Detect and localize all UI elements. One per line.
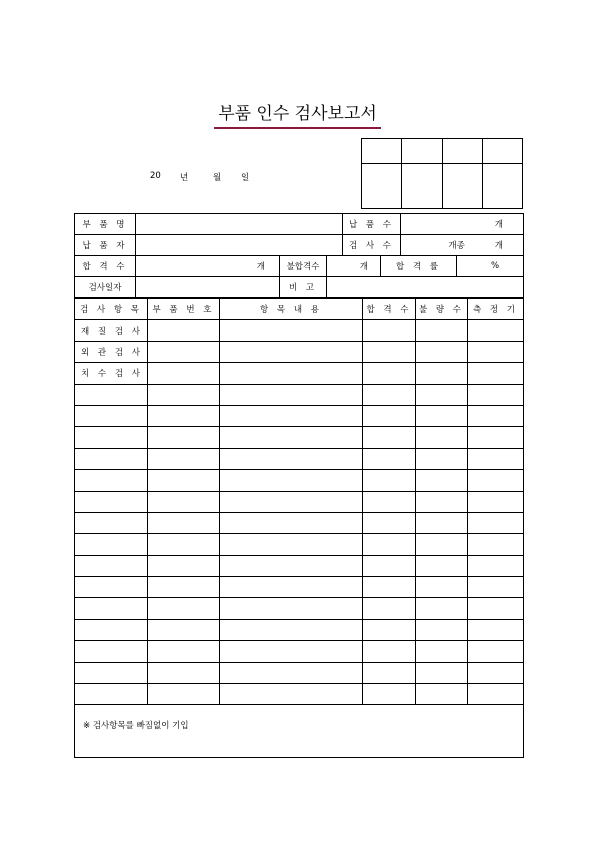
part-name-value[interactable] xyxy=(136,214,343,235)
table-cell[interactable] xyxy=(75,619,148,640)
col-header-pass: 합 격 수 xyxy=(363,299,416,320)
table-cell[interactable] xyxy=(220,619,363,640)
table-cell[interactable] xyxy=(148,384,220,405)
category-appearance: 외 관 검 사 xyxy=(75,341,148,362)
table-cell[interactable] xyxy=(148,662,220,683)
table-cell[interactable] xyxy=(220,448,363,469)
table-row xyxy=(75,448,524,469)
table-cell[interactable] xyxy=(75,470,148,491)
table-cell[interactable] xyxy=(75,534,148,555)
table-row xyxy=(75,662,524,683)
table-cell[interactable] xyxy=(75,512,148,533)
fail-qty-label: 불합격수 xyxy=(280,256,327,277)
table-cell[interactable] xyxy=(75,555,148,576)
table-cell[interactable] xyxy=(75,577,148,598)
unit-count-text: 개 xyxy=(494,241,504,251)
table-cell[interactable] xyxy=(416,619,468,640)
table-cell[interactable] xyxy=(220,684,363,705)
inspection-date-value[interactable] xyxy=(136,277,280,298)
table-cell[interactable] xyxy=(363,341,416,362)
date-year-label: 년 xyxy=(180,173,189,183)
approval-sign-cell[interactable] xyxy=(402,164,442,209)
unit-count-text: 개 xyxy=(359,262,368,272)
table-cell[interactable] xyxy=(148,448,220,469)
table-cell[interactable] xyxy=(468,577,524,598)
approval-box xyxy=(361,138,523,209)
unit-count-text: 개 xyxy=(494,220,504,230)
table-cell[interactable] xyxy=(468,405,524,426)
table-cell[interactable] xyxy=(220,662,363,683)
table-row xyxy=(75,341,524,362)
table-row xyxy=(75,363,524,384)
pass-qty-label: 합 격 수 xyxy=(75,256,136,277)
col-header-defect: 불 량 수 xyxy=(416,299,468,320)
table-cell[interactable] xyxy=(363,405,416,426)
table-cell[interactable] xyxy=(416,427,468,448)
table-cell[interactable] xyxy=(416,363,468,384)
table-cell[interactable] xyxy=(75,684,148,705)
table-cell[interactable] xyxy=(75,384,148,405)
inspection-qty-label: 검 사 수 xyxy=(343,235,401,256)
approval-header-cell[interactable] xyxy=(362,139,402,164)
table-cell[interactable] xyxy=(416,555,468,576)
table-cell[interactable] xyxy=(363,577,416,598)
table-cell[interactable] xyxy=(363,363,416,384)
delivery-qty-value[interactable] xyxy=(401,214,524,235)
table-cell[interactable] xyxy=(220,427,363,448)
col-header-instrument: 측 정 기 xyxy=(468,299,524,320)
part-info-table xyxy=(74,213,524,298)
table-cell[interactable] xyxy=(363,320,416,341)
table-cell[interactable] xyxy=(416,598,468,619)
table-cell[interactable] xyxy=(363,534,416,555)
table-cell[interactable] xyxy=(220,384,363,405)
table-cell[interactable] xyxy=(148,641,220,662)
table-cell[interactable] xyxy=(416,470,468,491)
table-cell[interactable] xyxy=(416,534,468,555)
table-cell[interactable] xyxy=(220,641,363,662)
table-row xyxy=(75,619,524,640)
table-cell[interactable] xyxy=(148,405,220,426)
table-cell[interactable] xyxy=(363,619,416,640)
supplier-label: 납 품 자 xyxy=(75,235,136,256)
table-cell[interactable] xyxy=(468,363,524,384)
blank-rows xyxy=(75,384,524,705)
date-year-prefix: 20 xyxy=(150,171,161,181)
table-cell[interactable] xyxy=(148,363,220,384)
table-cell[interactable] xyxy=(468,427,524,448)
table-row xyxy=(75,577,524,598)
table-cell[interactable] xyxy=(363,684,416,705)
table-cell[interactable] xyxy=(363,598,416,619)
table-cell[interactable] xyxy=(363,384,416,405)
table-cell[interactable] xyxy=(148,427,220,448)
inspection-header-row xyxy=(75,299,524,320)
table-cell[interactable] xyxy=(468,555,524,576)
inspection-date-label: 검사일자 xyxy=(75,277,136,298)
date-day-label: 일 xyxy=(241,173,250,183)
note-text: ※ 검사항목를 빠짐없이 기입 xyxy=(75,705,524,758)
table-row xyxy=(75,598,524,619)
unit-kind-text: 개종 xyxy=(448,241,465,251)
table-cell[interactable] xyxy=(75,598,148,619)
inspection-qty-value[interactable] xyxy=(401,235,524,256)
table-cell[interactable] xyxy=(75,405,148,426)
table-cell[interactable] xyxy=(416,662,468,683)
col-header-content: 항 목 내 용 xyxy=(220,299,363,320)
table-cell[interactable] xyxy=(416,405,468,426)
table-cell[interactable] xyxy=(148,684,220,705)
date-month-label: 월 xyxy=(213,173,222,183)
approval-sign-cell[interactable] xyxy=(362,164,402,209)
table-cell[interactable] xyxy=(148,555,220,576)
table-cell[interactable] xyxy=(363,512,416,533)
approval-header-cell[interactable] xyxy=(442,139,482,164)
table-cell[interactable] xyxy=(148,619,220,640)
table-cell[interactable] xyxy=(148,534,220,555)
table-cell[interactable] xyxy=(148,320,220,341)
fail-qty-value[interactable] xyxy=(327,256,381,277)
table-cell[interactable] xyxy=(363,641,416,662)
table-cell[interactable] xyxy=(220,341,363,362)
table-cell[interactable] xyxy=(468,341,524,362)
table-cell[interactable] xyxy=(148,512,220,533)
table-row xyxy=(75,684,524,705)
table-cell[interactable] xyxy=(363,470,416,491)
table-cell[interactable] xyxy=(416,448,468,469)
table-row xyxy=(75,555,524,576)
table-cell[interactable] xyxy=(75,448,148,469)
table-cell[interactable] xyxy=(75,491,148,512)
table-cell[interactable] xyxy=(416,491,468,512)
table-row xyxy=(75,405,524,426)
table-row xyxy=(75,384,524,405)
table-cell[interactable] xyxy=(468,534,524,555)
table-cell[interactable] xyxy=(220,577,363,598)
inspection-table xyxy=(74,298,524,758)
table-cell[interactable] xyxy=(363,555,416,576)
table-cell[interactable] xyxy=(363,448,416,469)
table-cell[interactable] xyxy=(220,534,363,555)
note-row xyxy=(75,705,524,758)
table-cell[interactable] xyxy=(416,577,468,598)
col-header-item: 검 사 항 목 xyxy=(75,299,148,320)
table-cell[interactable] xyxy=(468,320,524,341)
table-cell[interactable] xyxy=(75,662,148,683)
pass-rate-value[interactable] xyxy=(457,256,524,277)
table-cell[interactable] xyxy=(416,684,468,705)
table-cell[interactable] xyxy=(75,641,148,662)
part-name-label: 부 품 명 xyxy=(75,214,136,235)
delivery-qty-label: 납 품 수 xyxy=(343,214,401,235)
table-cell[interactable] xyxy=(468,619,524,640)
table-row xyxy=(75,512,524,533)
table-cell[interactable] xyxy=(468,491,524,512)
pass-rate-label: 합 격 률 xyxy=(381,256,457,277)
table-cell[interactable] xyxy=(220,491,363,512)
table-cell[interactable] xyxy=(363,662,416,683)
table-cell[interactable] xyxy=(363,491,416,512)
table-row xyxy=(75,534,524,555)
approval-header-cell[interactable] xyxy=(402,139,442,164)
table-row xyxy=(75,491,524,512)
table-cell[interactable] xyxy=(416,512,468,533)
table-cell[interactable] xyxy=(416,320,468,341)
category-dimension: 치 수 검 사 xyxy=(75,363,148,384)
table-cell[interactable] xyxy=(220,598,363,619)
table-cell[interactable] xyxy=(468,598,524,619)
unit-count-text: 개 xyxy=(256,262,265,272)
pass-qty-value[interactable] xyxy=(136,256,280,277)
percent-text: % xyxy=(490,261,500,271)
supplier-value[interactable] xyxy=(136,235,343,256)
table-cell[interactable] xyxy=(416,641,468,662)
table-row xyxy=(75,470,524,491)
table-cell[interactable] xyxy=(468,512,524,533)
remarks-label: 비 고 xyxy=(280,277,327,298)
table-cell[interactable] xyxy=(416,384,468,405)
approval-header-cell[interactable] xyxy=(482,139,522,164)
table-cell[interactable] xyxy=(148,598,220,619)
table-cell[interactable] xyxy=(468,448,524,469)
table-cell[interactable] xyxy=(148,577,220,598)
table-cell[interactable] xyxy=(220,363,363,384)
table-cell[interactable] xyxy=(468,641,524,662)
table-cell[interactable] xyxy=(220,555,363,576)
approval-sign-cell[interactable] xyxy=(442,164,482,209)
document-title xyxy=(0,99,595,129)
table-row xyxy=(75,320,524,341)
table-cell[interactable] xyxy=(468,662,524,683)
table-row xyxy=(75,641,524,662)
table-row xyxy=(75,427,524,448)
title-text: 부품 인수 검사보고서 xyxy=(214,99,381,129)
table-cell[interactable] xyxy=(148,470,220,491)
table-cell[interactable] xyxy=(416,341,468,362)
table-cell[interactable] xyxy=(468,384,524,405)
remarks-value[interactable] xyxy=(327,277,524,298)
table-cell[interactable] xyxy=(220,320,363,341)
table-cell[interactable] xyxy=(148,341,220,362)
table-cell[interactable] xyxy=(75,427,148,448)
table-cell[interactable] xyxy=(468,470,524,491)
col-header-part-no: 부 품 번 호 xyxy=(148,299,220,320)
table-cell[interactable] xyxy=(220,470,363,491)
table-cell[interactable] xyxy=(468,684,524,705)
approval-sign-cell[interactable] xyxy=(482,164,522,209)
table-cell[interactable] xyxy=(220,512,363,533)
category-material: 재 질 검 사 xyxy=(75,320,148,341)
table-cell[interactable] xyxy=(220,405,363,426)
table-cell[interactable] xyxy=(148,491,220,512)
table-cell[interactable] xyxy=(363,427,416,448)
